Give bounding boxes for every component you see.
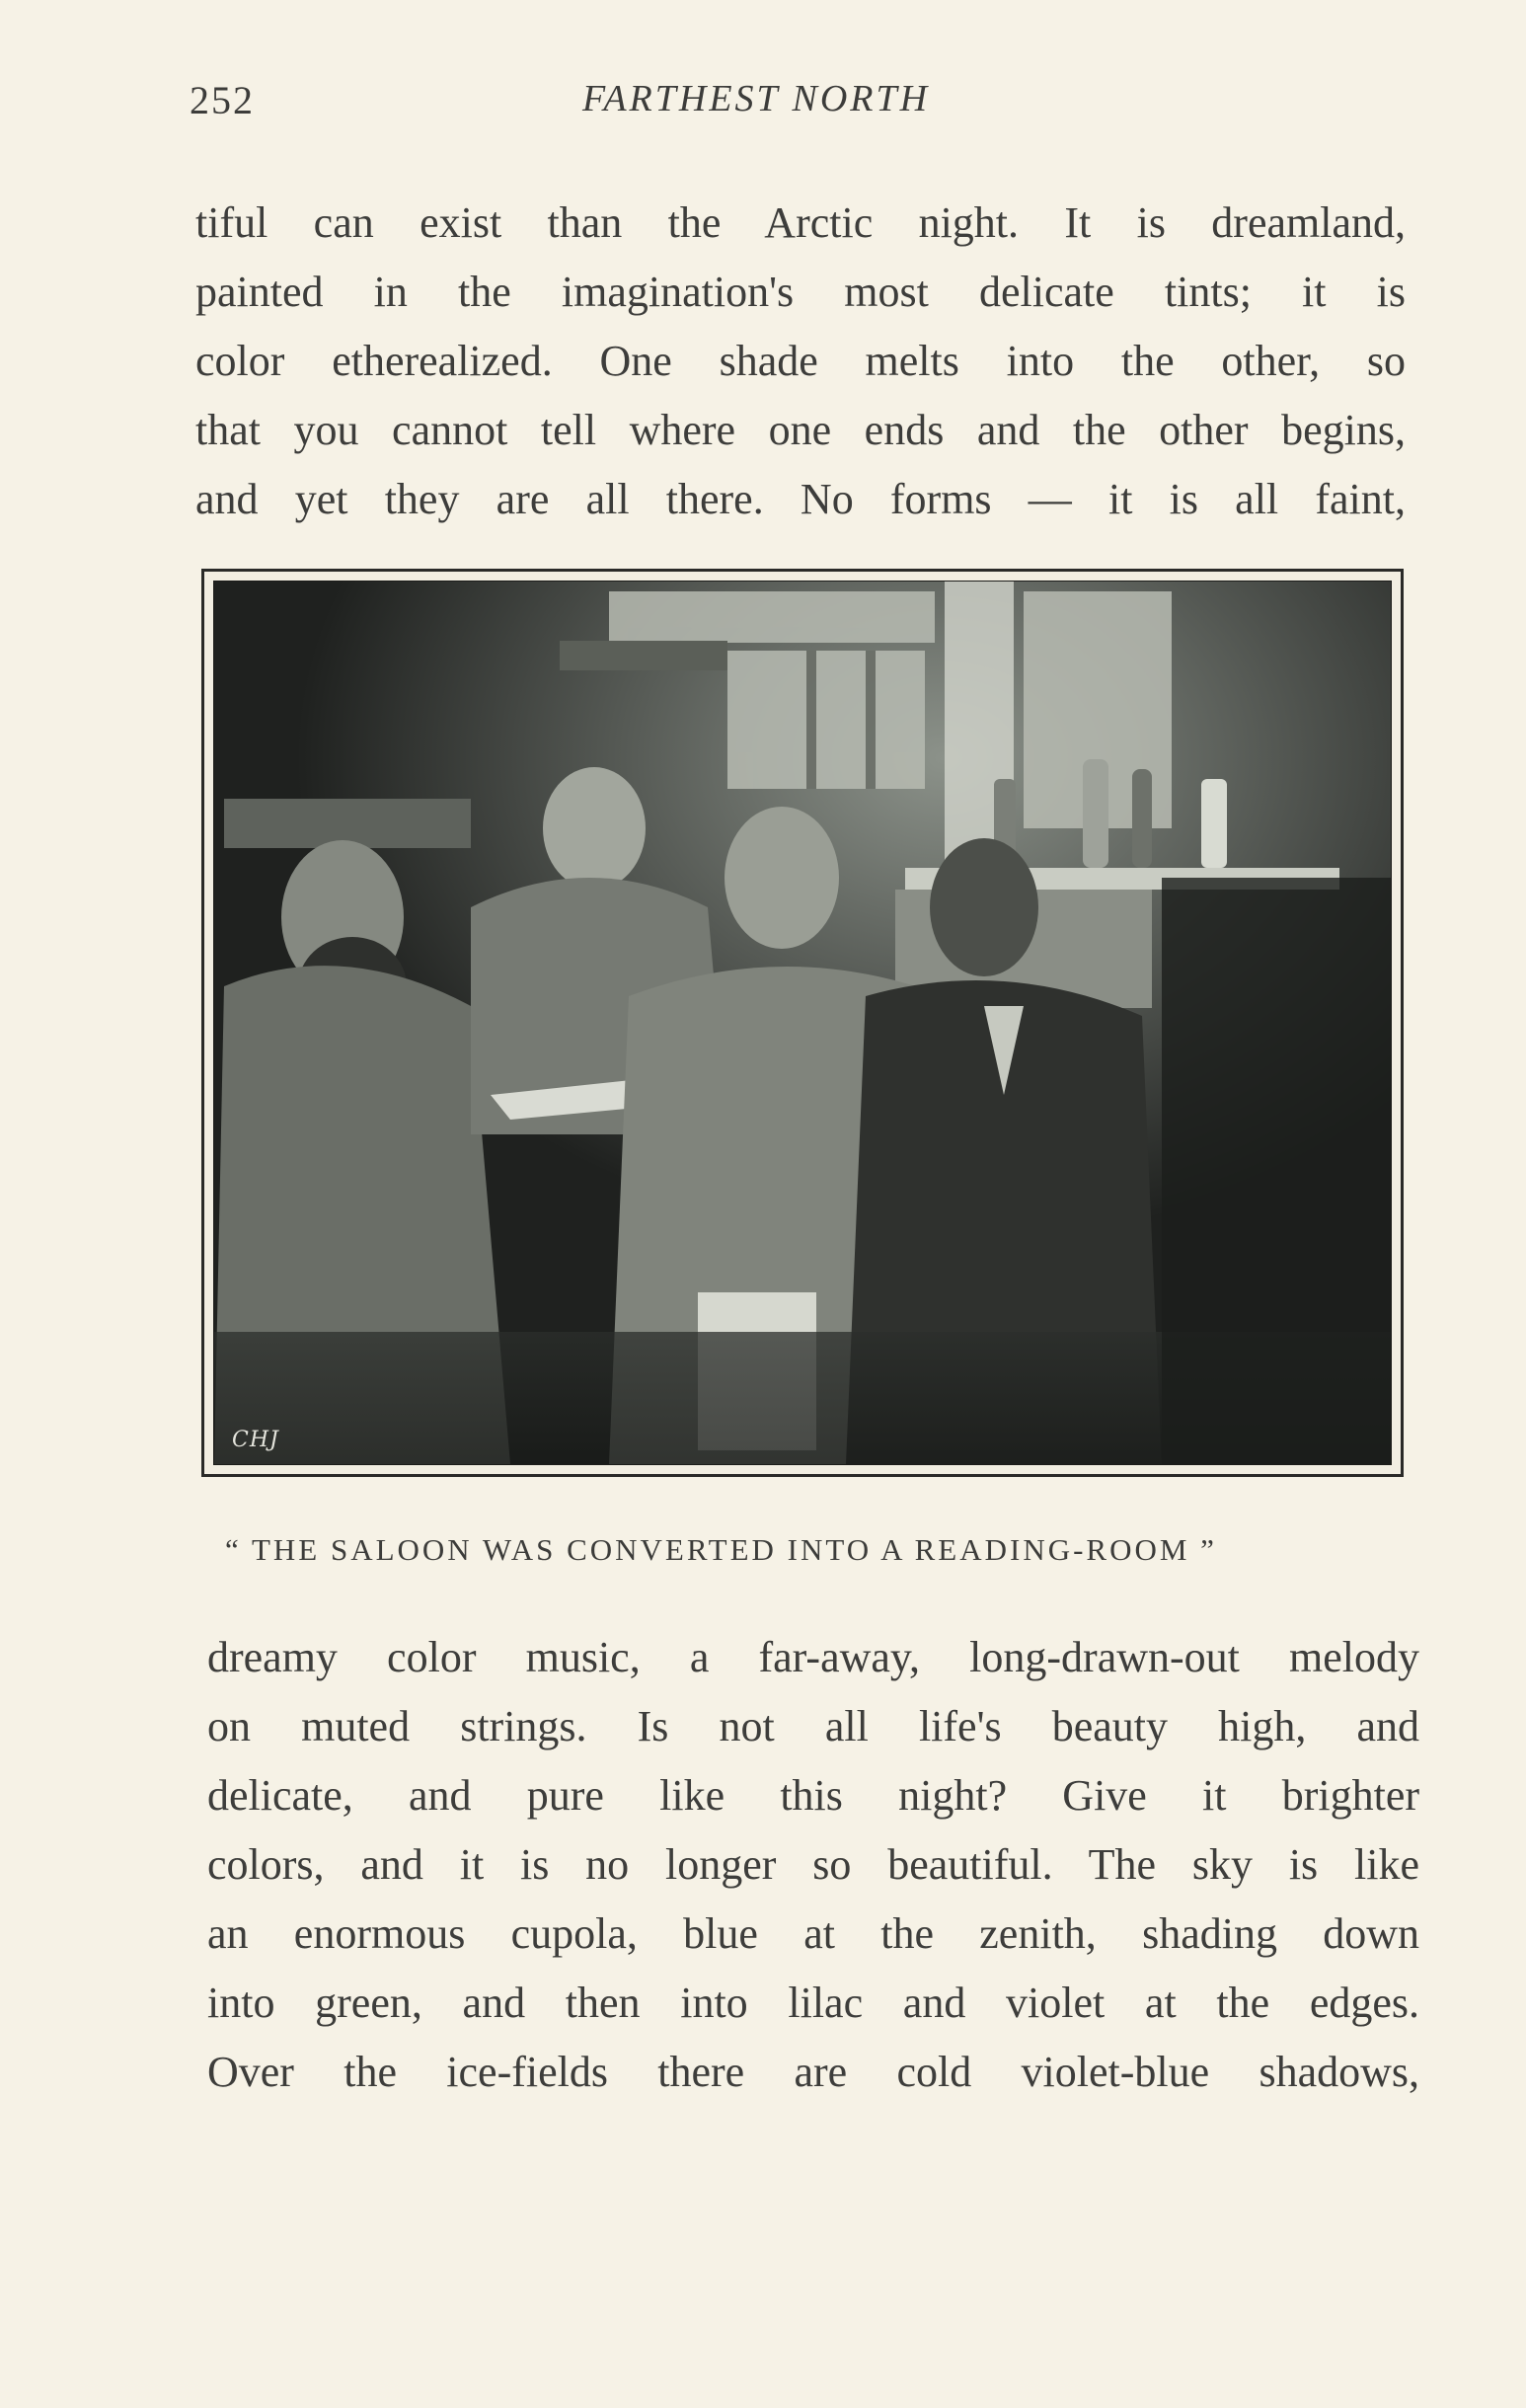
text-line: tiful can exist than the Arctic night. It is dreamland, [195, 198, 1406, 247]
text-line: and yet they are all there. No forms — it is all faint, [195, 475, 1406, 523]
figure-caption: “ THE SALOON WAS CONVERTED INTO A READING-ROOM ” [225, 1532, 1217, 1567]
text-line: painted in the imagination's most delicate tints; it is [195, 268, 1406, 316]
text-line: Over the ice-fields there are cold violet-blue shadows, [207, 2048, 1419, 2096]
text-line: into green, and then into lilac and violet at the edges. [207, 1979, 1419, 2027]
photograph-illustration [214, 582, 1391, 1464]
text-line: an enormous cupola, blue at the zenith, shading down [207, 1909, 1419, 1958]
text-line: delicate, and pure like this night? Give it brighter [207, 1771, 1419, 1820]
photograph-reading-room [213, 581, 1392, 1465]
paragraph-top [195, 189, 1406, 534]
running-head: FARTHEST NORTH [582, 78, 931, 119]
text-line: that you cannot tell where one ends and the other begins, [195, 406, 1406, 454]
page-number: 252 [190, 78, 255, 122]
paragraph-bottom [207, 1623, 1419, 2107]
text-line: on muted strings. Is not all life's beauty high, and [207, 1702, 1419, 1750]
text-line: dreamy color music, a far-away, long-drawn-out melody [207, 1633, 1419, 1681]
photograph-plate [201, 569, 1404, 1477]
text-line: color etherealized. One shade melts into the other, so [195, 337, 1406, 385]
engraver-mark: CHJ [232, 1428, 279, 1452]
text-line: colors, and it is no longer so beautiful. The sky is like [207, 1840, 1419, 1889]
